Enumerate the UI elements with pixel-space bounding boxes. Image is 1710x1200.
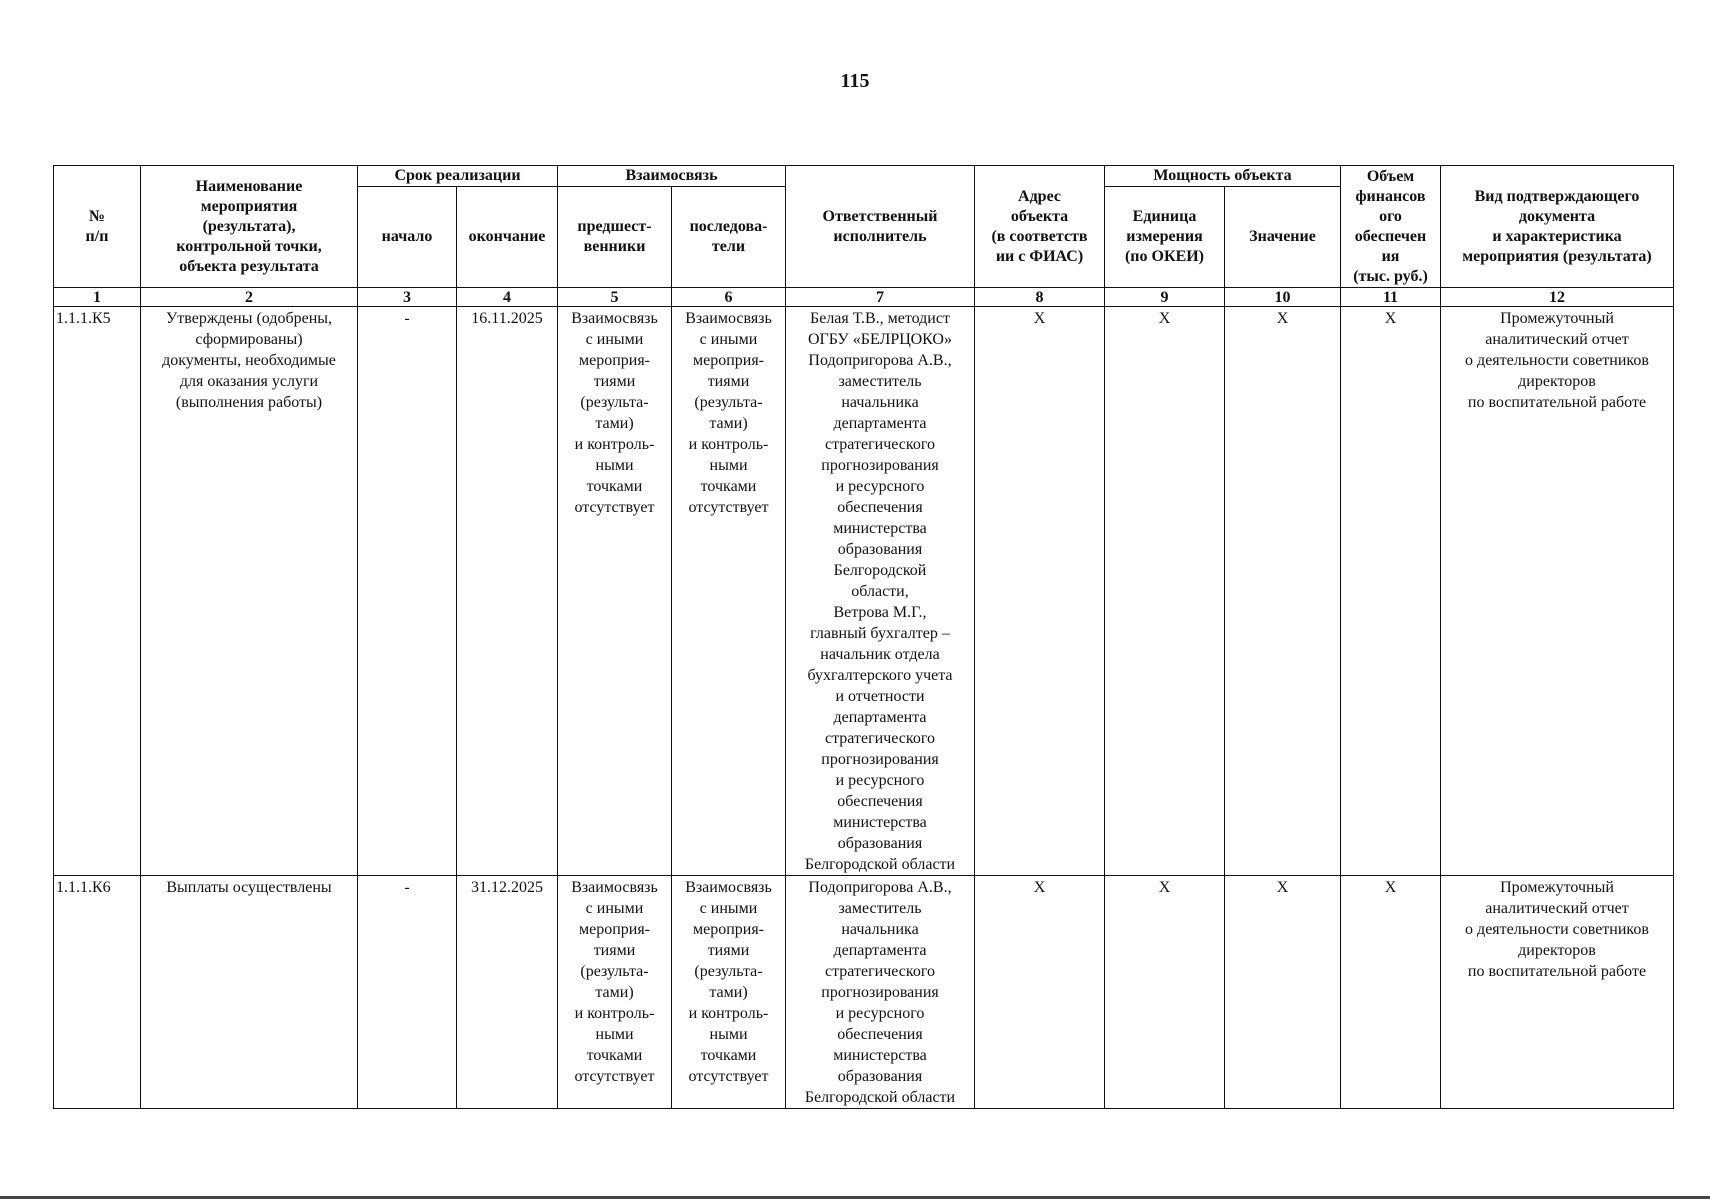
page-number: 115: [840, 70, 870, 92]
cell-responsible: Подопригорова А.В., заместитель начальника департамента стратегического прогнозирования и ресурсного обеспечения министерства образования Белгородской области: [786, 876, 975, 1109]
cell-predecessors: Взаимосвязь с иными мероприя- тиями (результа- тами) и контроль- ными точками отсутствует: [558, 876, 672, 1109]
cell-start: -: [358, 307, 457, 876]
table-row: [54, 307, 1674, 876]
cell-predecessors: Взаимосвязь с иными мероприя- тиями (результа- тами) и контроль- ными точками отсутствует: [558, 307, 672, 876]
cell-unit: X: [1105, 876, 1225, 1109]
cell-no: 1.1.1.К6: [54, 876, 141, 1109]
cell-name: Выплаты осуществлены: [141, 876, 358, 1109]
cell-name: Утверждены (одобрены, сформированы) документы, необходимые для оказания услуги (выполнения работы): [141, 307, 358, 876]
column-number-row: [54, 288, 1674, 307]
header-no: № п/п: [54, 166, 141, 288]
header-period: Срок реализации: [358, 166, 558, 187]
cell-finance: X: [1341, 307, 1441, 876]
scan-edge-line: [0, 1196, 1710, 1199]
column-number: 3: [358, 288, 457, 307]
column-number: 12: [1441, 288, 1674, 307]
header-unit: Единица измерения (по ОКЕИ): [1105, 187, 1225, 288]
header-relation: Взаимосвязь: [558, 166, 786, 187]
header-end: окончание: [457, 187, 558, 288]
column-number: 4: [457, 288, 558, 307]
header-value: Значение: [1225, 187, 1341, 288]
header-predecessors: предшест- венники: [558, 187, 672, 288]
cell-no: 1.1.1.К5: [54, 307, 141, 876]
header-responsible: Ответственный исполнитель: [786, 166, 975, 288]
column-number: 7: [786, 288, 975, 307]
column-number: 11: [1341, 288, 1441, 307]
cell-successors: Взаимосвязь с иными мероприя- тиями (результа- тами) и контроль- ными точками отсутствует: [672, 876, 786, 1109]
column-number: 10: [1225, 288, 1341, 307]
column-number: 6: [672, 288, 786, 307]
header-address: Адрес объекта (в соответств ии с ФИАС): [975, 166, 1105, 288]
column-number: 2: [141, 288, 358, 307]
cell-value: X: [1225, 876, 1341, 1109]
header-start: начало: [358, 187, 457, 288]
cell-unit: X: [1105, 307, 1225, 876]
column-number: 8: [975, 288, 1105, 307]
header-name: Наименование мероприятия (результата), контрольной точки, объекта результата: [141, 166, 358, 288]
header-finance: Объем финансов ого обеспечен ия (тыс. руб.): [1341, 166, 1441, 288]
cell-end: 31.12.2025: [457, 876, 558, 1109]
column-number: 9: [1105, 288, 1225, 307]
cell-doc-type: Промежуточный аналитический отчет о деятельности советников директоров по воспитательной работе: [1441, 307, 1674, 876]
cell-doc-type: Промежуточный аналитический отчет о деятельности советников директоров по воспитательной работе: [1441, 876, 1674, 1109]
cell-start: -: [358, 876, 457, 1109]
column-number: 1: [54, 288, 141, 307]
column-number: 5: [558, 288, 672, 307]
header-successors: последова- тели: [672, 187, 786, 288]
header-capacity: Мощность объекта: [1105, 166, 1341, 187]
cell-address: X: [975, 307, 1105, 876]
cell-end: 16.11.2025: [457, 307, 558, 876]
cell-responsible: Белая Т.В., методист ОГБУ «БЕЛРЦОКО» Подопригорова А.В., заместитель начальника департамента стратегического прогнозирования и ресурсного обеспечения министерства образования Белгородской области, Ветрова М.Г., главный бухгалтер – начальник отдела бухгалтерского учета и отчетности департамента стратегического прогнозирования и ресурсного обеспечения министерства образования Белгородской области: [786, 307, 975, 876]
cell-finance: X: [1341, 876, 1441, 1109]
cell-successors: Взаимосвязь с иными мероприя- тиями (результа- тами) и контроль- ными точками отсутствует: [672, 307, 786, 876]
cell-value: X: [1225, 307, 1341, 876]
table-row: [54, 876, 1674, 1109]
header-doc-type: Вид подтверждающего документа и характеристика мероприятия (результата): [1441, 166, 1674, 288]
cell-address: X: [975, 876, 1105, 1109]
plan-table: [53, 165, 1674, 1109]
